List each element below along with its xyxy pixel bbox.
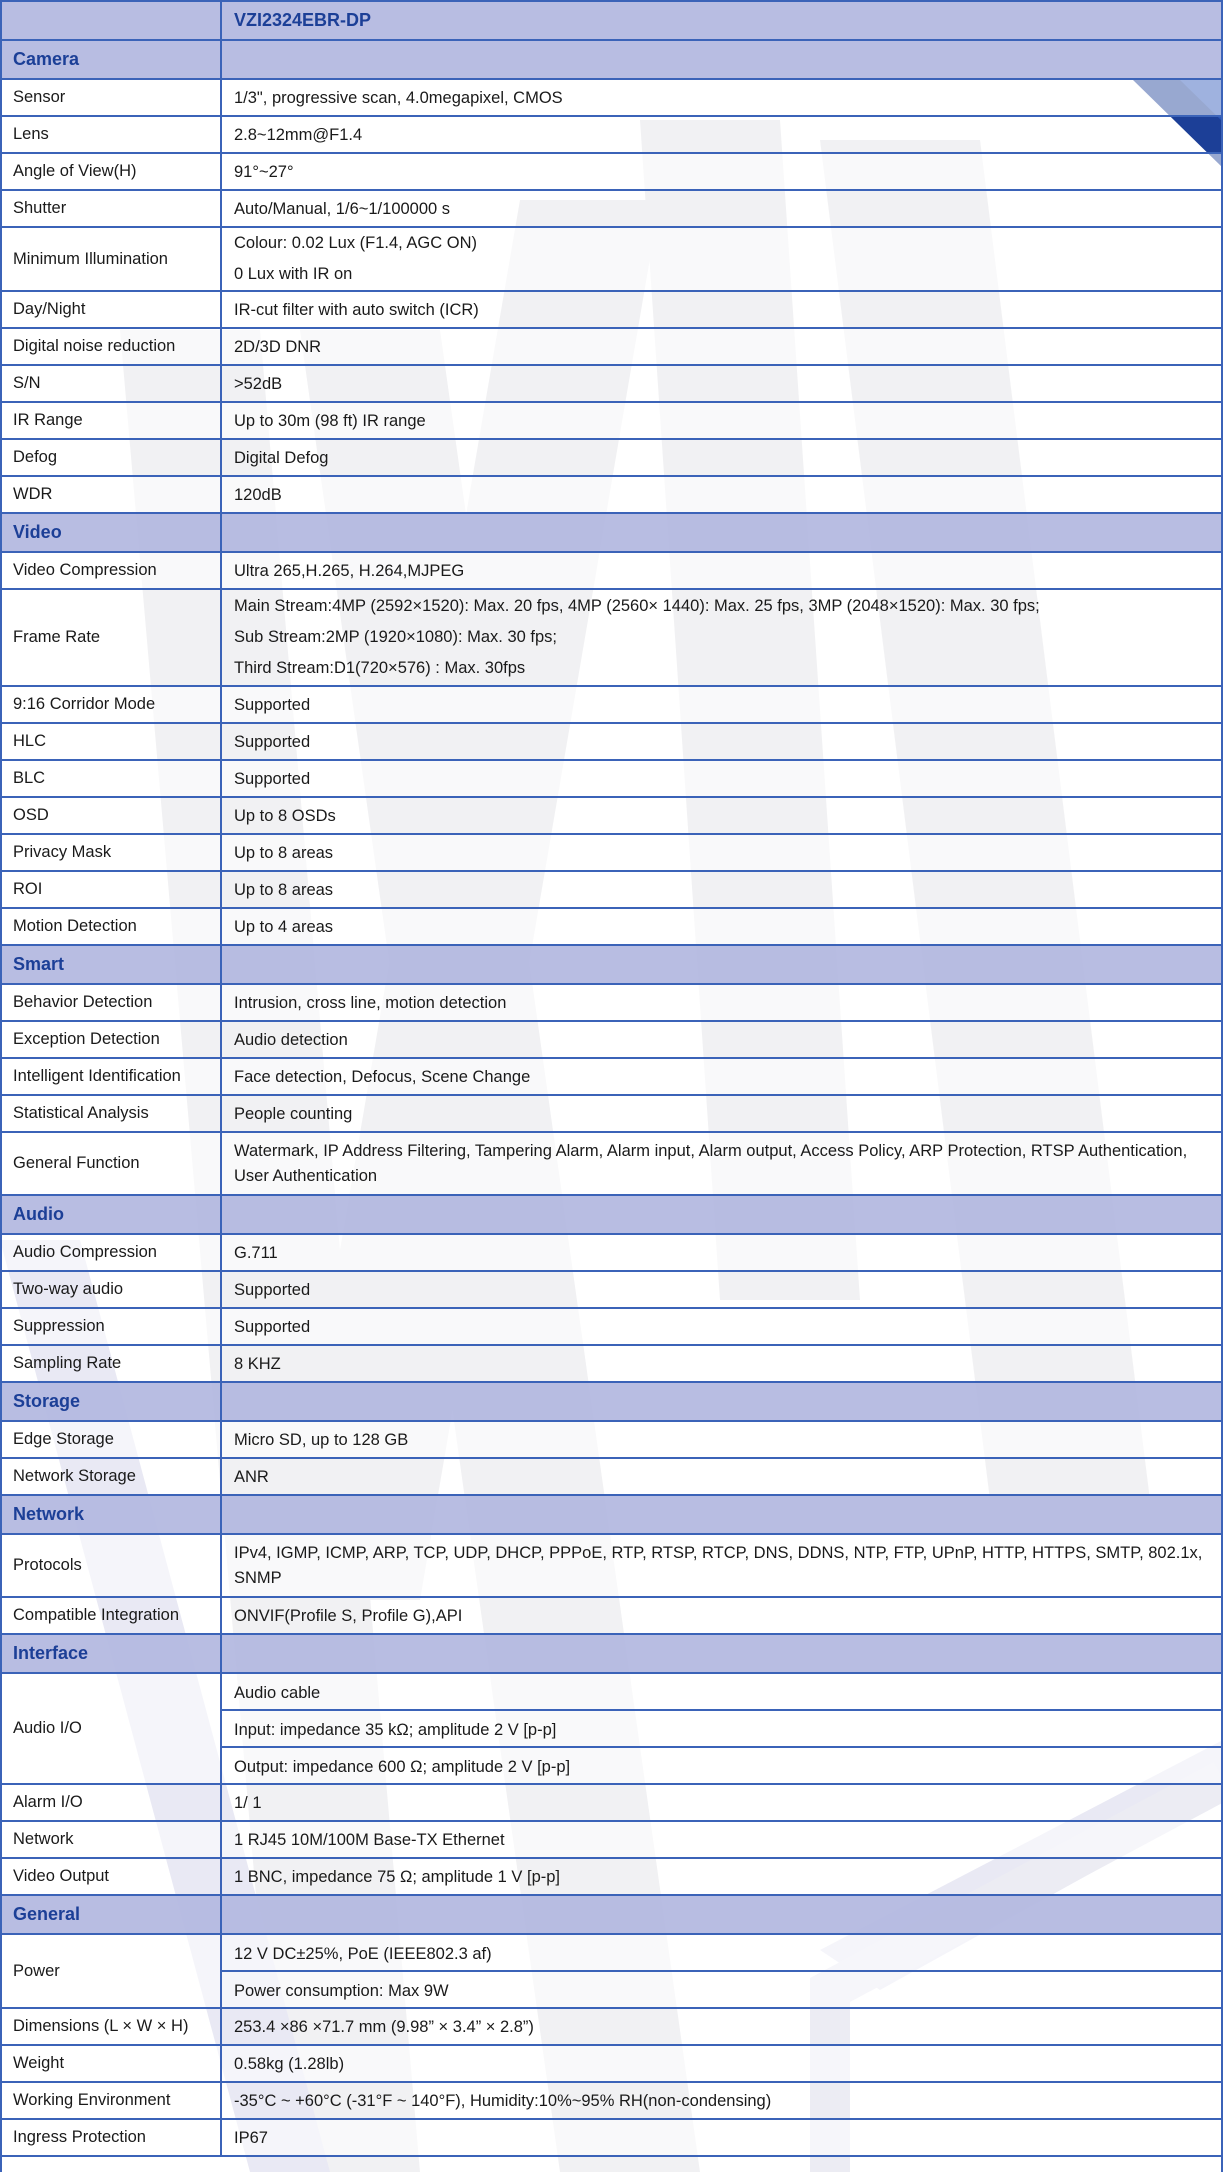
spec-value-text: Watermark, IP Address Filtering, Tampering Alarm, Alarm input, Alarm output, Access Policy, ARP Protection, RTSP Authentication, User Authentication <box>234 1141 1188 1185</box>
table-row <box>0 329 1223 366</box>
spec-value-text: 1 RJ45 10M/100M Base-TX Ethernet <box>234 1830 505 1849</box>
table-row <box>0 687 1223 724</box>
spec-value <box>222 985 1223 1020</box>
table-row <box>0 909 1223 946</box>
spec-label: HLC <box>13 732 47 750</box>
section-title: Interface <box>13 1643 89 1663</box>
spec-label: Statistical Analysis <box>13 1104 149 1122</box>
spec-label: S/N <box>13 374 41 392</box>
spec-label: Video Output <box>13 1867 110 1885</box>
spec-label: Weight <box>13 2054 65 2072</box>
spec-label: Shutter <box>13 199 67 217</box>
spec-value <box>222 1674 1223 1711</box>
spec-value-text: 2D/3D DNR <box>234 337 322 356</box>
spec-value-text: IPv4, IGMP, ICMP, ARP, TCP, UDP, DHCP, PPPoE, RTP, RTSP, RTCP, DNS, DDNS, NTP, FTP, UPnP, HTTP, HTTPS, SMTP, 802.1x, SNMP <box>234 1543 1203 1587</box>
spec-value <box>222 2009 1223 2044</box>
table-row <box>0 366 1223 403</box>
section-title: Audio <box>13 1204 64 1224</box>
spec-label: Video Compression <box>13 561 157 579</box>
table-row <box>0 2120 1223 2157</box>
spec-value-text: IP67 <box>234 2128 268 2147</box>
section-header <box>0 1383 1223 1422</box>
spec-label: Digital noise reduction <box>13 337 176 355</box>
spec-label: BLC <box>13 769 46 787</box>
spec-value-text: Ultra 265,H.265, H.264,MJPEG <box>234 561 465 580</box>
table-row <box>0 985 1223 1022</box>
spec-value-text: G.711 <box>234 1243 278 1262</box>
spec-label: Audio I/O <box>13 1719 82 1737</box>
spec-value-text: 91°~27° <box>234 162 294 181</box>
spec-label: Network <box>13 1830 74 1848</box>
table-row <box>0 1822 1223 1859</box>
section-header <box>0 41 1223 80</box>
spec-value <box>222 2120 1223 2155</box>
spec-value <box>222 440 1223 475</box>
spec-value <box>222 1822 1223 1857</box>
spec-value <box>222 872 1223 907</box>
spec-value <box>222 798 1223 833</box>
table-row <box>0 553 1223 590</box>
table-row <box>0 228 1223 292</box>
spec-value <box>222 1346 1223 1381</box>
spec-value-text: Input: impedance 35 kΩ; amplitude 2 V [p-p] <box>234 1720 557 1739</box>
spec-value-text: Supported <box>234 1317 311 1336</box>
spec-label: Privacy Mask <box>13 843 112 861</box>
spec-label: Audio Compression <box>13 1243 157 1261</box>
spec-value-text: 8 KHZ <box>234 1354 281 1373</box>
spec-value-text: -35°C ~ +60°C (-31°F ~ 140°F), Humidity:10%~95% RH(non-condensing) <box>234 2091 772 2110</box>
spec-value <box>222 835 1223 870</box>
spec-value-text: Supported <box>234 732 311 751</box>
spec-label: OSD <box>13 806 49 824</box>
spec-value-text: Intrusion, cross line, motion detection <box>234 993 507 1012</box>
spec-value <box>222 329 1223 364</box>
table-row <box>0 761 1223 798</box>
table-row <box>0 835 1223 872</box>
model-name: VZI2324EBR-DP <box>234 10 372 30</box>
spec-value-text: 1 BNC, impedance 75 Ω; amplitude 1 V [p-p] <box>234 1867 561 1886</box>
spec-value <box>222 2046 1223 2081</box>
spec-value-text: Up to 8 areas <box>234 880 334 899</box>
table-row <box>0 154 1223 191</box>
section-title: Network <box>13 1504 85 1524</box>
spec-label: General Function <box>13 1154 140 1172</box>
spec-value-text: 2.8~12mm@F1.4 <box>234 125 363 144</box>
section-title: Camera <box>13 49 80 69</box>
spec-value-text: 12 V DC±25%, PoE (IEEE802.3 af) <box>234 1944 492 1963</box>
spec-label: Defog <box>13 448 58 466</box>
table-row <box>0 403 1223 440</box>
spec-value <box>222 553 1223 588</box>
section-title: General <box>13 1904 81 1924</box>
spec-value-text: 120dB <box>234 485 282 504</box>
spec-value <box>222 1972 1223 2009</box>
spec-label: Minimum Illumination <box>13 249 168 268</box>
spec-value-text: Supported <box>234 695 311 714</box>
spec-value-text: Up to 4 areas <box>234 917 334 936</box>
spec-value-text: IR-cut filter with auto switch (ICR) <box>234 300 479 319</box>
table-row <box>0 440 1223 477</box>
spec-value <box>222 1785 1223 1820</box>
spec-value-text: Supported <box>234 769 311 788</box>
section-title: Storage <box>13 1391 81 1411</box>
spec-label: Alarm I/O <box>13 1793 83 1811</box>
spec-value-text: Supported <box>234 1280 311 1299</box>
table-row <box>0 2083 1223 2120</box>
spec-value <box>222 1598 1223 1633</box>
spec-value-text: Audio cable <box>234 1683 321 1702</box>
spec-value <box>222 228 1223 290</box>
spec-value-text: Main Stream:4MP (2592×1520): Max. 20 fps, 4MP (2560× 1440): Max. 25 fps, 3MP (2048×1520): Max. 30 fps; <box>234 597 1040 615</box>
spec-label: Angle of View(H) <box>13 162 137 180</box>
table-row <box>0 1133 1223 1196</box>
spec-value <box>222 909 1223 944</box>
section-header <box>0 1196 1223 1235</box>
spec-label: Two-way audio <box>13 1280 124 1298</box>
table-row <box>0 477 1223 514</box>
table-left-border <box>0 0 2 2172</box>
spec-value <box>222 1235 1223 1270</box>
spec-label: 9:16 Corridor Mode <box>13 695 156 713</box>
spec-value-text: Colour: 0.02 Lux (F1.4, AGC ON) <box>234 234 478 252</box>
spec-value <box>222 1059 1223 1094</box>
spec-value <box>222 761 1223 796</box>
spec-label: Compatible Integration <box>13 1606 180 1624</box>
table-row <box>0 872 1223 909</box>
spec-value <box>222 366 1223 401</box>
spec-value <box>222 154 1223 189</box>
spec-value-text: Third Stream:D1(720×576) : Max. 30fps <box>234 659 526 677</box>
spec-value-text: >52dB <box>234 374 283 393</box>
table-row <box>0 1535 1223 1598</box>
table-row <box>0 1346 1223 1383</box>
table-row <box>0 1059 1223 1096</box>
spec-value-text: ANR <box>234 1467 269 1486</box>
table-row <box>0 292 1223 329</box>
spec-value-text: Power consumption: Max 9W <box>234 1981 449 2000</box>
spec-label: Frame Rate <box>13 628 101 646</box>
spec-label: Suppression <box>13 1317 105 1335</box>
table-row <box>0 1022 1223 1059</box>
spec-value <box>222 1309 1223 1344</box>
spec-value <box>222 1096 1223 1131</box>
section-header <box>0 514 1223 553</box>
spec-value-text: Output: impedance 600 Ω; amplitude 2 V [p-p] <box>234 1757 571 1776</box>
spec-label: Intelligent Identification <box>13 1067 181 1085</box>
spec-value-text: 1/ 1 <box>234 1793 262 1812</box>
spec-label: Exception Detection <box>13 1030 160 1048</box>
spec-value <box>222 191 1223 226</box>
spec-value-text: 1/3", progressive scan, 4.0megapixel, CMOS <box>234 88 563 107</box>
table-row <box>0 1422 1223 1459</box>
section-title: Video <box>13 522 62 542</box>
table-header <box>0 0 1223 41</box>
spec-label: IR Range <box>13 411 83 429</box>
spec-value <box>222 687 1223 722</box>
spec-value <box>222 724 1223 759</box>
spec-label: Dimensions (L × W × H) <box>13 2017 189 2035</box>
spec-label: Behavior Detection <box>13 993 153 1011</box>
spec-value-text: Auto/Manual, 1/6~1/100000 s <box>234 199 451 218</box>
spec-value <box>222 1935 1223 1972</box>
spec-value-text: 0.58kg (1.28lb) <box>234 2054 345 2073</box>
row-divider <box>222 1970 1223 1972</box>
table-row <box>0 1309 1223 1346</box>
spec-value <box>222 1022 1223 1057</box>
spec-value <box>222 1711 1223 1748</box>
section-title: Smart <box>13 954 65 974</box>
spec-value-text: Face detection, Defocus, Scene Change <box>234 1067 531 1086</box>
table-row <box>0 798 1223 835</box>
spec-value <box>222 403 1223 438</box>
spec-value-text: 253.4 ×86 ×71.7 mm (9.98” × 3.4” × 2.8”) <box>234 2017 534 2036</box>
spec-label: Day/Night <box>13 300 86 318</box>
section-header <box>0 946 1223 985</box>
spec-value <box>222 1535 1223 1596</box>
spec-value <box>222 1422 1223 1457</box>
spec-value-text: 0 Lux with IR on <box>234 265 353 283</box>
table-row <box>0 2009 1223 2046</box>
spec-label: Power <box>13 1961 60 1980</box>
spec-value-text: ONVIF(Profile S, Profile G),API <box>234 1606 463 1625</box>
table-row <box>0 1859 1223 1896</box>
table-row <box>0 1674 1223 1785</box>
spec-label: Edge Storage <box>13 1430 114 1448</box>
spec-label: WDR <box>13 485 53 503</box>
spec-value <box>222 1859 1223 1894</box>
spec-label: Working Environment <box>13 2091 171 2109</box>
table-row <box>0 1785 1223 1822</box>
spec-value-text: Audio detection <box>234 1030 348 1049</box>
spec-value <box>222 1133 1223 1194</box>
spec-value <box>222 80 1223 115</box>
spec-value-text: Up to 8 OSDs <box>234 806 336 825</box>
spec-label: Ingress Protection <box>13 2128 146 2146</box>
table-row <box>0 80 1223 117</box>
spec-value <box>222 1459 1223 1494</box>
table-row <box>0 191 1223 228</box>
table-row <box>0 2046 1223 2083</box>
spec-value-text: Up to 30m (98 ft) IR range <box>234 411 426 430</box>
column-divider <box>220 0 222 2157</box>
table-row <box>0 117 1223 154</box>
row-divider <box>222 1746 1223 1748</box>
table-row <box>0 590 1223 687</box>
spec-value <box>222 1748 1223 1785</box>
spec-label: Network Storage <box>13 1467 136 1485</box>
section-header <box>0 1896 1223 1935</box>
spec-value-text: People counting <box>234 1104 353 1123</box>
spec-value-text: Digital Defog <box>234 448 329 467</box>
section-header <box>0 1496 1223 1535</box>
table-row <box>0 1096 1223 1133</box>
spec-value <box>222 590 1223 685</box>
spec-label: ROI <box>13 880 43 898</box>
table-row <box>0 724 1223 761</box>
spec-label: Motion Detection <box>13 917 137 935</box>
spec-label: Sampling Rate <box>13 1354 122 1372</box>
table-row <box>0 1272 1223 1309</box>
table-row <box>0 1235 1223 1272</box>
spec-value-text: Micro SD, up to 128 GB <box>234 1430 409 1449</box>
spec-label: Lens <box>13 125 49 143</box>
table-row <box>0 1459 1223 1496</box>
table-row <box>0 1935 1223 2009</box>
spec-value-text: Up to 8 areas <box>234 843 334 862</box>
spec-value-text: Sub Stream:2MP (1920×1080): Max. 30 fps; <box>234 628 557 646</box>
spec-label: Sensor <box>13 88 66 106</box>
section-header <box>0 1635 1223 1674</box>
spec-value <box>222 477 1223 512</box>
table-row <box>0 1598 1223 1635</box>
spec-value <box>222 1272 1223 1307</box>
spec-value <box>222 2083 1223 2118</box>
spec-label: Protocols <box>13 1556 82 1574</box>
spec-value <box>222 292 1223 327</box>
spec-value <box>222 117 1223 152</box>
row-divider <box>222 1709 1223 1711</box>
